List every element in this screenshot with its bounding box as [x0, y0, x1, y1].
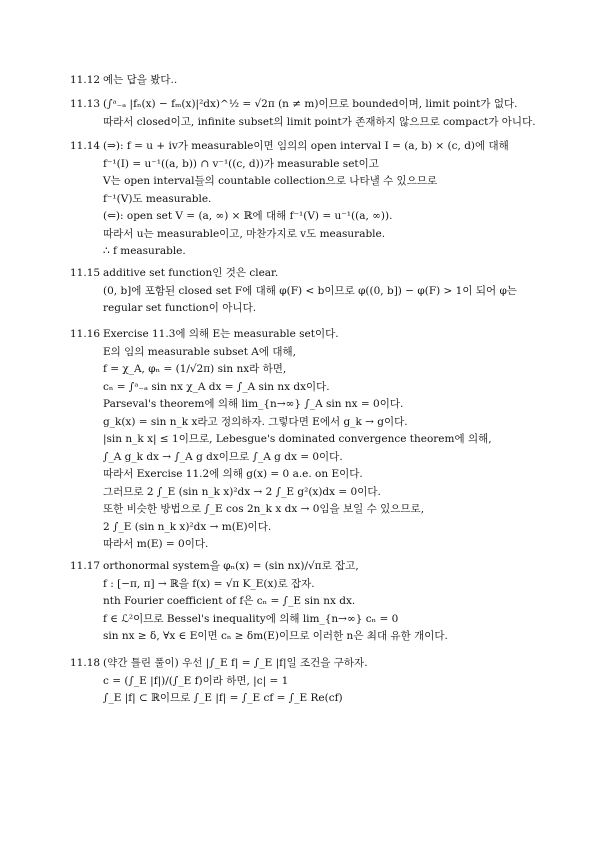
problem-text-line: 또한 비슷한 방법으로 ∫_E cos 2n_k x dx → 0임을 보일 수 있으므로, [103, 503, 425, 515]
problem-text-line: regular set function이 아니다. [103, 302, 257, 314]
problem-text-line: 따라서 Exercise 11.2에 의해 g(x) = 0 a.e. on E이다. [103, 468, 363, 480]
problem-text-line: (0, b]에 포함된 closed set F에 대해 φ(F) < b이므로 φ((0, b]) − φ(F) > 1이 되어 φ는 [103, 284, 517, 297]
problem-text-line: c = (∫_E |f|)/(∫_E f)이라 하면, |c| = 1 [103, 674, 289, 687]
problem-text-line: f : [−π, π] → ℝ을 f(x) = √π K_E(x)로 잡자. [103, 577, 315, 590]
problem-text-line: Exercise 11.3에 의해 E는 measurable set이다. [103, 328, 339, 340]
problem-text-line: ∫_A g_k dx → ∫_A g dx이므로 ∫_A g dx = 0이다. [103, 450, 343, 463]
problem-text-line: orthonormal system을 φₙ(x) = (sin nx)/√π로 잡고, [103, 560, 359, 572]
problem-number: 11.14 [70, 140, 101, 152]
problem-text-line: V는 open interval들의 countable collection으로 나타낼 수 있으므로 [103, 175, 438, 187]
problem-number: 11.12 [70, 74, 101, 86]
problem-text-line: (약간 틀린 풀이) 우선 |∫_E f| = ∫_E |f|일 조건을 구하자. [103, 657, 368, 669]
problem-text-line: f⁻¹(I) = u⁻¹((a, b)) ∩ v⁻¹((c, d))가 measurable set이고 [103, 157, 379, 170]
problem-text-line: f = χ_A, φₙ = (1/√2π) sin nx라 하면, [103, 363, 287, 375]
problem-text-line: 따라서 u는 measurable이고, 마찬가지로 v도 measurable. [103, 227, 386, 240]
problem-text-line: f ∈ ℒ²이므로 Bessel's inequality에 의해 lim_{n→∞} cₙ = 0 [103, 612, 399, 625]
problem-text-line: (⇒): f = u + iv가 measurable이면 임의의 open interval I = (a, b) × (c, d)에 대해 [103, 140, 509, 152]
problem-text-line: ∫_E |f| ⊂ ℝ이므로 ∫_E |f| = ∫_E cf = ∫_E Re(cf) [103, 692, 343, 704]
problem-text-line: ∴ f measurable. [103, 245, 186, 257]
problem-number: 11.16 [70, 328, 101, 340]
problem-number: 11.13 [70, 98, 101, 110]
problem-text-line: 그러므로 2 ∫_E (sin n_k x)²dx → 2 ∫_E g²(x)dx = 0이다. [103, 485, 381, 498]
problem-text-line: |sin n_k x| ≤ 1이므로, Lebesgue's dominated convergence theorem에 의해, [103, 433, 492, 445]
problem-text-line: sin nx ≥ δ, ∀x ∈ E이면 cₙ ≥ δm(E)이므로 이러한 n은 최대 유한 개이다. [103, 630, 448, 642]
problem-text-line: 따라서 m(E) = 0이다. [103, 538, 209, 550]
problem-text-line: (∫ᵃ₋ₐ |fₙ(x) − fₘ(x)|²dx)^½ = √2π (n ≠ m)이므로 bounded이며, limit point가 없다. [103, 98, 518, 110]
problem-text-line: 예는 답을 봤다.. [103, 74, 178, 86]
problem-number: 11.17 [70, 560, 101, 572]
problem-number: 11.18 [70, 657, 101, 669]
problem-text-line: nth Fourier coefficient of f은 cₙ = ∫_E sin nx dx. [103, 595, 356, 607]
problem-text-line: g_k(x) = sin n_k x라고 정의하자. 그렇다면 E에서 g_k → g이다. [103, 415, 408, 428]
problem-text-line: 2 ∫_E (sin n_k x)²dx → m(E)이다. [103, 520, 272, 533]
problem-text-line: additive set function인 것은 clear. [103, 267, 279, 279]
problem-text-line: 따라서 closed이고, infinite subset의 limit point가 존재하지 않으므로 compact가 아니다. [103, 115, 536, 128]
problem-text-line: (⇐): open set V = (a, ∞) × ℝ에 대해 f⁻¹(V) = u⁻¹((a, ∞)). [103, 210, 393, 222]
problem-text-line: E의 임의 measurable subset A에 대해, [103, 345, 296, 358]
problem-text-line: Parseval's theorem에 의해 lim_{n→∞} ∫_A sin nx = 0이다. [103, 398, 404, 410]
problem-number: 11.15 [70, 267, 101, 279]
problem-text-line: cₙ = ∫ᵃ₋ₐ sin nx χ_A dx = ∫_A sin nx dx이다. [103, 380, 330, 393]
problem-text-line: f⁻¹(V)도 measurable. [103, 192, 212, 205]
